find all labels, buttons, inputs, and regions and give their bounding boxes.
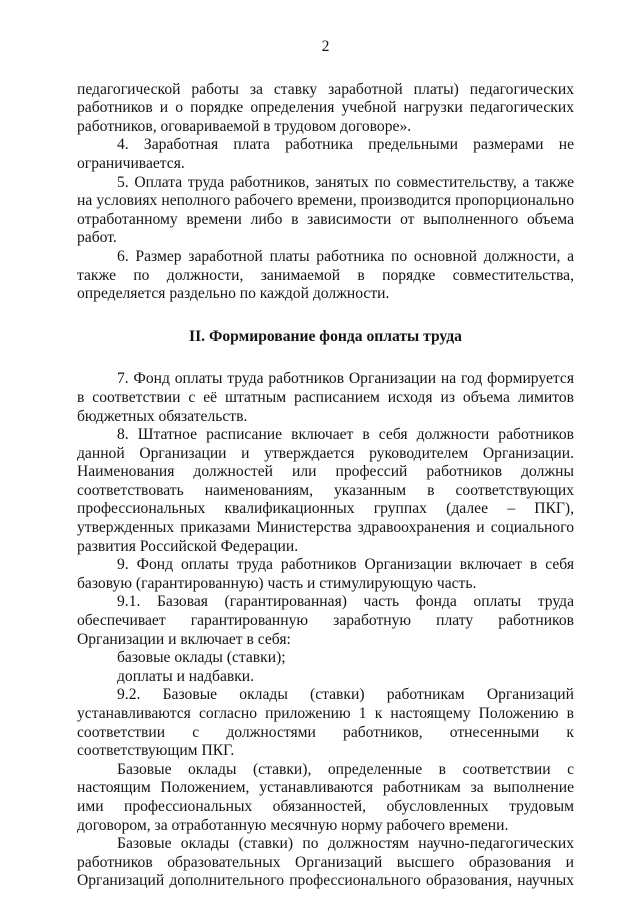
paragraph: 5. Оплата труда работников, занятых по совместительству, а также на условиях неполного рабочего времени, производится пропорционально отработанному времени либо в зависимости от выполненного объема работ. (77, 173, 574, 247)
page-number: 2 (321, 38, 330, 55)
paragraphs-bottom (77, 370, 574, 891)
paragraph: Базовые оклады (ставки), определенные в соответствии с настоящим Положением, устанавливаются работникам за выполнение ими профессиональных обязанностей, обусловленных трудовым договором, за отработанную месячную норму рабочего времени. (77, 760, 574, 834)
paragraph: 4. Заработная плата работника предельными размерами не ограничивается. (77, 136, 574, 172)
section-heading: II. Формирование фонда оплаты труда (189, 327, 462, 345)
paragraph: 8. Штатное расписание включает в себя должности работников данной Организации и утверждается руководителем Организации. Наименования должностей или профессий работников должны соответствовать наименованиям, указанным в соответствующих профессиональных квалификационных группах (далее – ПКГ), утвержденных приказами Министерства здравоохранения и социального развития Российской Федерации. (77, 426, 574, 555)
paragraph: педагогической работы за ставку заработной платы) педагогических работников и о порядке определения учебной нагрузки педагогических работников, оговариваемой в трудовом договоре». (77, 80, 574, 135)
paragraph: Базовые оклады (ставки) по должностям научно-педагогических работников образовательных Организаций высшего образования и Организаций дополнительного профессионального образования, научных (77, 835, 574, 890)
paragraph: базовые оклады (ставки); (117, 649, 286, 667)
paragraph: доплаты и надбавки. (117, 667, 255, 685)
paragraphs-top (77, 81, 574, 304)
paragraph: 7. Фонд оплаты труда работников Организации на год формируется в соответствии с её штатным расписанием исходя из объема лимитов бюджетных обязательств. (77, 370, 574, 425)
paragraph: 6. Размер заработной платы работника по основной должности, а также по должности, занимаемой в порядке совместительства, определяется раздельно по каждой должности. (77, 247, 574, 303)
paragraph: 9. Фонд оплаты труда работников Организации включает в себя базовую (гарантированную) часть и стимулирующую часть. (77, 556, 574, 592)
paragraph: 9.1. Базовая (гарантированная) часть фонда оплаты труда обеспечивает гарантированную заработную плату работников Организации и включает в себя: (77, 593, 574, 648)
paragraph: 9.2. Базовые оклады (ставки) работникам Организаций устанавливаются согласно приложению 1 к настоящему Положению в соответствии с должностями работников, отнесенными к соответствующим ПКГ. (77, 686, 574, 760)
